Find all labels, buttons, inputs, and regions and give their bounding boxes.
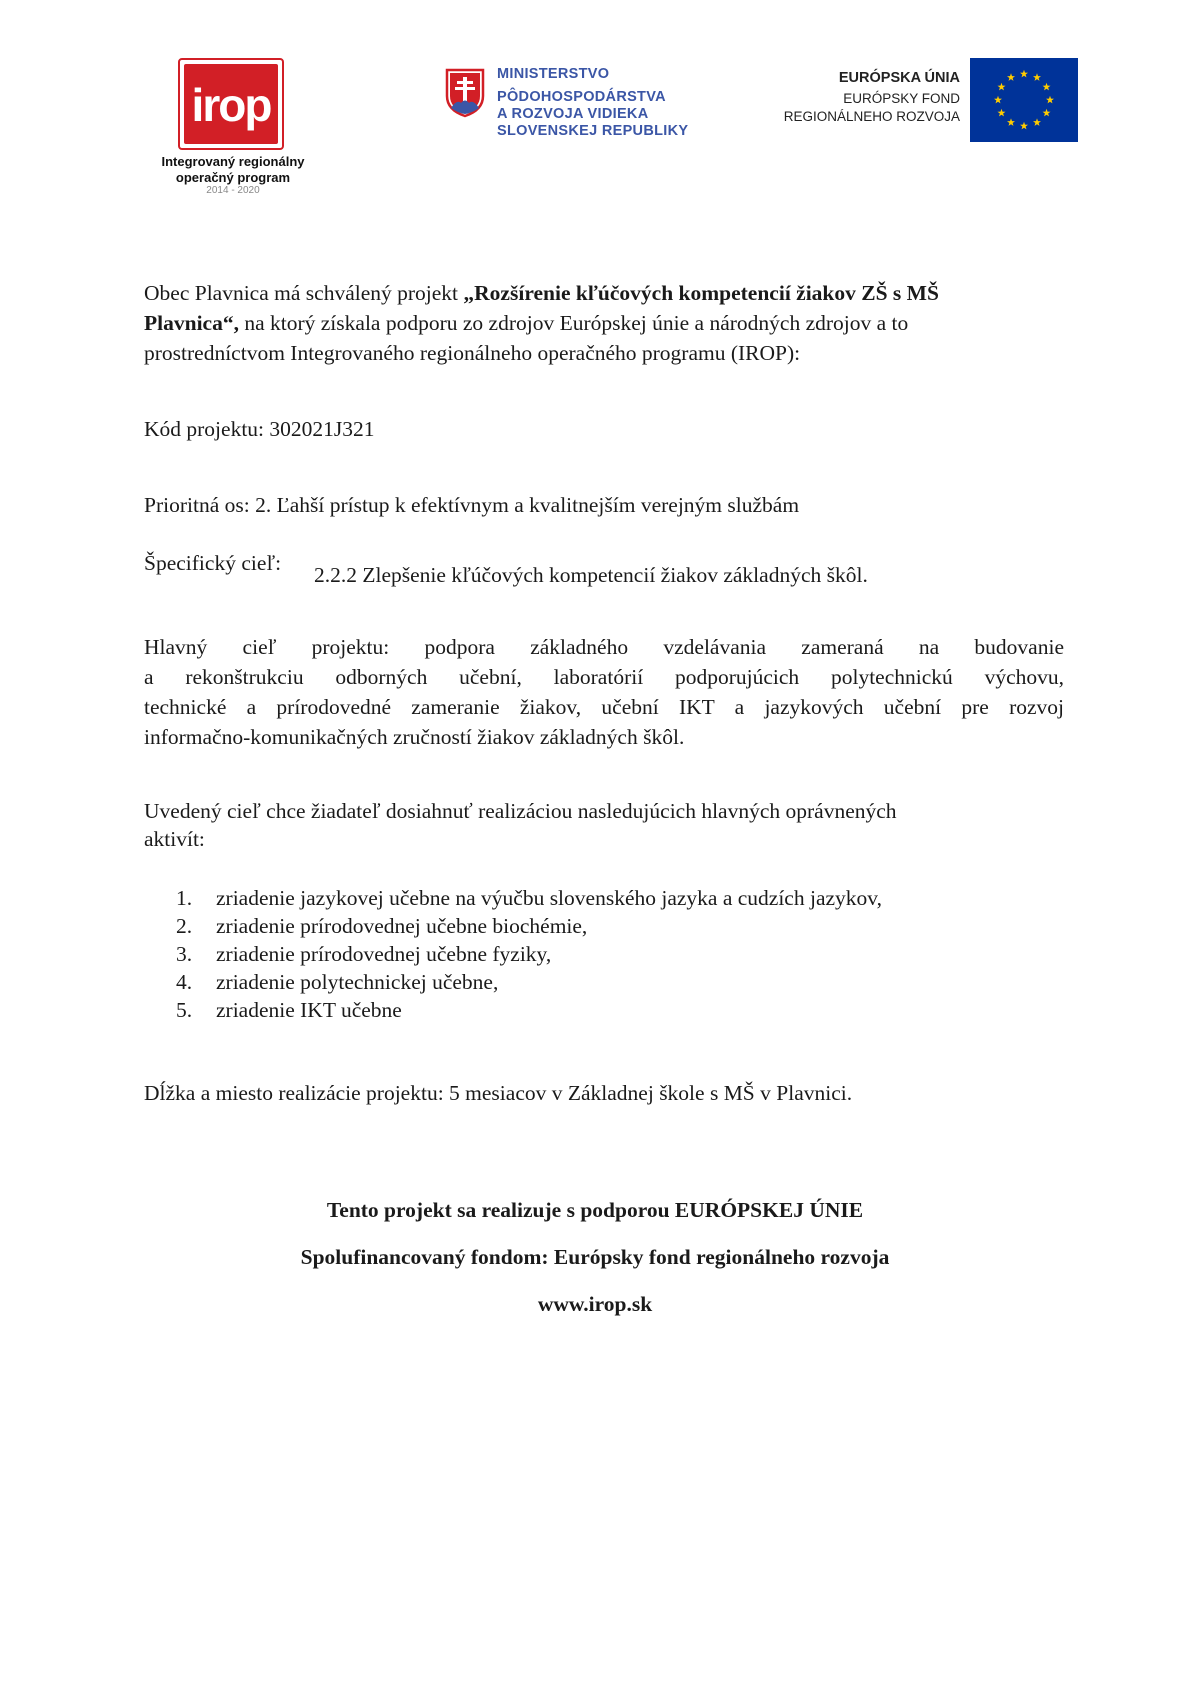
priority-axis: Prioritná os: 2. Ľahší prístup k efektívnym a kvalitnejším verejným službám bbox=[144, 493, 800, 517]
ministry-logo-line-3: A ROZVOJA VIDIEKA bbox=[497, 106, 649, 122]
list-item-number: 3. bbox=[176, 942, 193, 966]
main-goal-line-3: technické a prírodovedné zameranie žiakov, učební IKT a jazykových učební pre rozvoj bbox=[144, 695, 1064, 719]
intro-line-1 bbox=[144, 278, 939, 308]
irop-logo-subtitle-1: Integrovaný regionálny bbox=[161, 154, 305, 169]
project-code: Kód projektu: 302021J321 bbox=[144, 417, 375, 441]
list-item-number: 5. bbox=[176, 998, 193, 1022]
list-item-text: zriadenie polytechnickej učebne, bbox=[216, 970, 499, 994]
main-goal-line-4: informačno-komunikačných zručností žiakov základných škôl. bbox=[144, 725, 685, 749]
irop-logo bbox=[148, 58, 318, 198]
list-item-number: 4. bbox=[176, 970, 193, 994]
project-duration: Dĺžka a miesto realizácie projektu: 5 mesiacov v Základnej škole s MŠ v Plavnici. bbox=[144, 1081, 853, 1105]
eu-logo-line-3: REGIONÁLNEHO ROZVOJA bbox=[783, 109, 960, 124]
list-item bbox=[176, 912, 882, 940]
list-item bbox=[176, 940, 882, 968]
list-item-number: 2. bbox=[176, 914, 193, 938]
activities-intro-line-2: aktivít: bbox=[144, 827, 205, 851]
irop-logo-box bbox=[178, 58, 284, 150]
project-name-part-1: „Rozšírenie kľúčových kompetencií žiakov ZŠ s MŠ bbox=[463, 281, 939, 305]
list-item-text: zriadenie jazykovej učebne na výučbu slovenského jazyka a cudzích jazykov, bbox=[216, 886, 883, 910]
list-item bbox=[176, 968, 882, 996]
intro-line-3: prostredníctvom Integrovaného regionálneho operačného programu (IROP): bbox=[144, 341, 801, 365]
specific-goal-label: Špecifický cieľ: bbox=[144, 551, 282, 575]
footer-url-link[interactable]: www.irop.sk bbox=[537, 1292, 653, 1316]
footer-support-line: Tento projekt sa realizuje s podporou EURÓPSKEJ ÚNIE bbox=[326, 1198, 864, 1222]
intro-line-2 bbox=[144, 308, 908, 338]
list-item-text: zriadenie IKT učebne bbox=[216, 998, 402, 1022]
irop-logo-word: irop bbox=[191, 79, 271, 131]
intro-line-2-rest: na ktorý získala podporu zo zdrojov Európskej únie a národných zdrojov a to bbox=[238, 311, 909, 335]
ministry-logo-line-1: MINISTERSTVO bbox=[497, 66, 610, 82]
list-item-text: zriadenie prírodovednej učebne fyziky, bbox=[216, 942, 552, 966]
list-item bbox=[176, 996, 882, 1024]
project-name-part-2: Plavnica“, bbox=[144, 311, 239, 335]
intro-prefix: Obec Plavnica má schválený projekt bbox=[144, 281, 464, 305]
eu-logo-line-1: EURÓPSKA ÚNIA bbox=[838, 70, 960, 86]
main-goal-line-1: Hlavný cieľ projektu: podpora základného vzdelávania zameraná na budovanie bbox=[144, 635, 1064, 659]
eu-logo bbox=[780, 58, 1080, 144]
ministry-logo-line-2: PÔDOHOSPODÁRSTVA bbox=[497, 89, 666, 105]
list-item-text: zriadenie prírodovednej učebne biochémie, bbox=[216, 914, 588, 938]
slovak-coat-of-arms-icon bbox=[445, 68, 485, 118]
list-item-number: 1. bbox=[176, 886, 193, 910]
footer-cofinance-line: Spolufinancovaný fondom: Európsky fond regionálneho rozvoja bbox=[300, 1245, 890, 1269]
ministry-logo bbox=[445, 64, 695, 150]
main-goal-line-2: a rekonštrukciu odborných učební, laboratórií podporujúcich polytechnickú výchovu, bbox=[144, 665, 1064, 689]
list-item bbox=[176, 884, 882, 912]
eu-logo-line-2: EURÓPSKY FOND bbox=[843, 91, 960, 106]
activities-intro-line-1: Uvedený cieľ chce žiadateľ dosiahnuť realizáciou nasledujúcich hlavných oprávnených bbox=[144, 799, 897, 823]
ministry-logo-line-4: SLOVENSKEJ REPUBLIKY bbox=[497, 123, 689, 139]
irop-logo-subtitle-2: operačný program bbox=[175, 170, 291, 185]
specific-goal-value: 2.2.2 Zlepšenie kľúčových kompetencií žiakov základných škôl. bbox=[314, 563, 868, 587]
eu-flag-icon bbox=[970, 58, 1078, 142]
activities-list bbox=[176, 884, 882, 1024]
irop-logo-years: 2014 - 2020 bbox=[206, 185, 260, 196]
irop-logo-box-fill bbox=[184, 64, 278, 144]
